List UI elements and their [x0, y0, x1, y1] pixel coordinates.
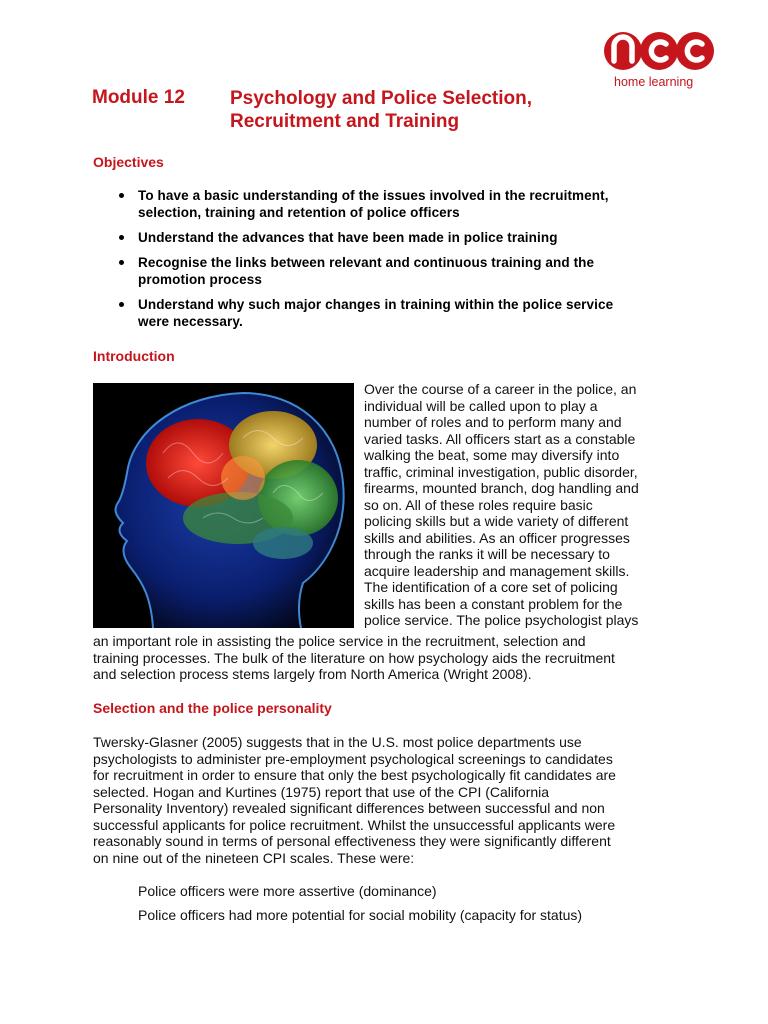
page-title: [230, 87, 532, 133]
introduction-full-text: [93, 633, 615, 683]
text-line: skills and abilities. As an officer progresses: [364, 529, 630, 546]
logo-tagline: home learning: [614, 75, 694, 89]
bullet-icon: [119, 235, 124, 240]
text-line: skills has been a constant problem for the: [364, 595, 623, 612]
bullet-icon: [119, 302, 124, 307]
text-line: reasonably sound in terms of personal effectiveness they were significantly different: [93, 833, 611, 849]
cpi-scale-list: [138, 883, 582, 931]
list-item-line: Understand why such major changes in training within the police service: [138, 297, 614, 312]
introduction-wrap-text: [364, 381, 639, 629]
text-line: individual will be called upon to play a: [364, 397, 598, 414]
text-line: policing skills but a wide variety of different: [364, 513, 629, 529]
text-line: an important role in assisting the police service in the recruitment, selection and: [93, 633, 586, 649]
text-line: The identification of a core set of policing: [364, 579, 618, 595]
list-item: [117, 296, 687, 330]
text-line: number of roles and to perform many and: [364, 414, 622, 430]
text-line: varied tasks. All officers start as a constable: [364, 430, 636, 447]
text-line: so on. All of these roles require basic: [364, 496, 593, 513]
text-line: Over the course of a career in the police, an: [364, 381, 637, 397]
list-item: [117, 254, 687, 288]
text-line: through the ranks it will be necessary to: [364, 546, 610, 562]
ncc-logo: [600, 30, 718, 94]
list-item: [117, 229, 687, 246]
text-line: and selection process stems largely from North America (Wright 2008).: [93, 666, 532, 682]
text-line: police service. The police psychologist plays: [364, 612, 639, 628]
list-item-line: Recognise the links between relevant and continuous training and the: [138, 255, 595, 270]
text-line: Personality Inventory) revealed significant differences between successful and non: [93, 800, 605, 816]
objectives-heading: Objectives: [93, 154, 164, 170]
list-item: [117, 187, 687, 221]
brain-image: [93, 383, 354, 628]
bullet-icon: [119, 193, 124, 198]
text-line: firearms, mounted branch, dog handling and: [364, 480, 639, 496]
ncc-logo-mark: [603, 30, 715, 72]
list-item-line: Understand the advances that have been made in police training: [138, 230, 558, 245]
title-line: Recruitment and Training: [230, 111, 460, 132]
text-line: training processes. The bulk of the literature on how psychology aids the recruitment: [93, 649, 615, 666]
text-line: psychologists to administer pre-employment psychological screenings to candidates: [93, 750, 613, 767]
list-item: Police officers had more potential for social mobility (capacity for status): [138, 907, 583, 923]
bullet-icon: [119, 260, 124, 265]
text-line: successful applicants for police recruitment. Whilst the unsuccessful applicants were: [93, 816, 616, 833]
list-item-line: were necessary.: [138, 314, 243, 329]
text-line: for recruitment in order to ensure that only the best psychologically fit candidates are: [93, 767, 616, 783]
brain-illustration: [93, 383, 354, 628]
list-item-line: To have a basic understanding of the issues involved in the recruitment,: [138, 188, 609, 203]
selection-paragraph: [93, 734, 616, 866]
text-line: on nine out of the nineteen CPI scales. These were:: [93, 849, 415, 866]
selection-heading: Selection and the police personality: [93, 700, 332, 716]
objectives-list: [117, 187, 687, 338]
text-line: walking the beat, some may diversify into: [364, 447, 620, 463]
text-line: selected. Hogan and Kurtines (1975) report that use of the CPI (California: [93, 783, 550, 800]
list-item-line: selection, training and retention of police officers: [138, 205, 460, 220]
text-line: Twersky-Glasner (2005) suggests that in the U.S. most police departments use: [93, 734, 582, 750]
introduction-heading: Introduction: [93, 348, 175, 364]
list-item: Police officers were more assertive (dominance): [138, 883, 437, 899]
text-line: traffic, criminal investigation, public disorder,: [364, 463, 638, 480]
title-line: Psychology and Police Selection,: [230, 88, 532, 109]
text-line: acquire leadership and management skills.: [364, 562, 630, 579]
list-item-line: promotion process: [138, 272, 262, 287]
module-number: Module 12: [92, 87, 185, 108]
